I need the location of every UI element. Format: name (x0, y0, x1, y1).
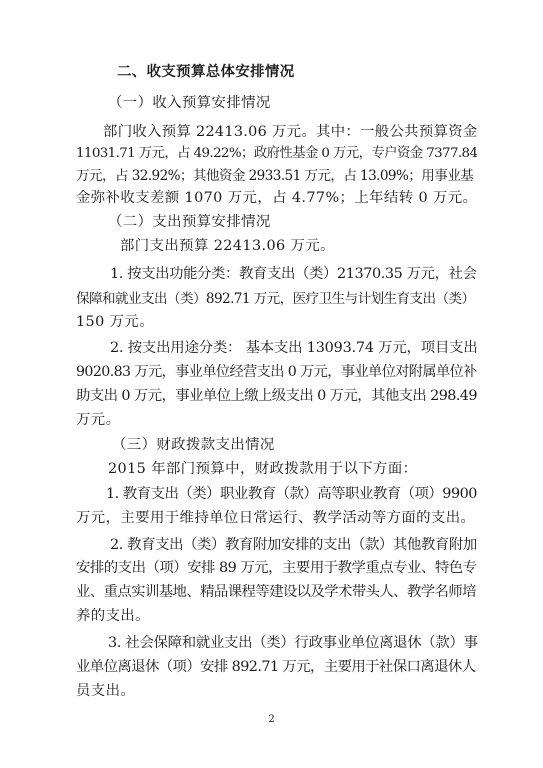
paragraph-line: 养的支出。 (76, 608, 150, 624)
paragraph-line: 安排的支出（项）安排 89 万元，主要用于教学重点专业、特色专 (76, 560, 477, 576)
paragraph-line: 员支出。 (76, 683, 136, 699)
page-number: 2 (268, 714, 275, 725)
paragraph-line: 9020.83 万元，事业单位经营支出 0 万元，事业单位对附属单位补 (76, 364, 477, 380)
paragraph-line: 万元。 (76, 412, 121, 428)
section-heading: 二、收支预算总体安排情况 (117, 64, 295, 80)
paragraph-line: 金弥补收支差额 1070 万元，占 4.77%；上年结转 0 万元。 (76, 190, 478, 206)
paragraph-line: 11031.71 万元，占 49.22%；政府性基金 0 万元，专户资金 7377.84 (76, 146, 478, 161)
subheading-expense: （二）支出预算安排情况 (108, 214, 271, 230)
paragraph-line: 业、重点实训基地、精品课程等建设以及学术带头人、教学名师培 (76, 584, 476, 600)
paragraph-line: 2015 年部门预算中，财政拨款用于以下方面： (108, 461, 418, 477)
paragraph-line: 150 万元。 (76, 314, 155, 330)
paragraph-line: 2. 教育支出（类）教育附加安排的支出（款）其他教育附加 (110, 537, 477, 553)
paragraph-line: 万元，占 32.92%；其他资金 2933.51 万元，占 13.09%；用事业基 (76, 168, 474, 184)
paragraph-line: 部门支出预算 22413.06 万元。 (120, 238, 335, 254)
paragraph-line: 业单位离退休（项）安排 892.71 万元，主要用于社保口离退休人 (76, 659, 476, 675)
paragraph-line: 保障和就业支出（类）892.71 万元，医疗卫生与计划生育支出（类） (76, 291, 475, 307)
paragraph-line: 2. 按支出用途分类： 基本支出 13093.74 万元，项目支出 (110, 340, 478, 356)
subheading-appropriation: （三）财政拨款支出情况 (112, 437, 275, 453)
subheading-income: （一）收入预算安排情况 (108, 95, 271, 111)
paragraph-line: 万元，主要用于维持单位日常运行、教学活动等方面的支出。 (76, 510, 476, 526)
paragraph-line: 1. 教育支出（类）职业教育（款）高等职业教育（项）9900 (106, 486, 477, 502)
paragraph-line: 部门收入预算 22413.06 万元。其中：一般公共预算资金 (103, 124, 478, 140)
paragraph-line: 1. 按支出功能分类：教育支出（类）21370.35 万元，社会 (110, 266, 477, 282)
paragraph-line: 3. 社会保障和就业支出（类）行政事业单位离退休（款）事 (108, 635, 478, 651)
paragraph-line: 助支出 0 万元，事业单位上缴上级支出 0 万元，其他支出 298.49 (76, 388, 477, 404)
